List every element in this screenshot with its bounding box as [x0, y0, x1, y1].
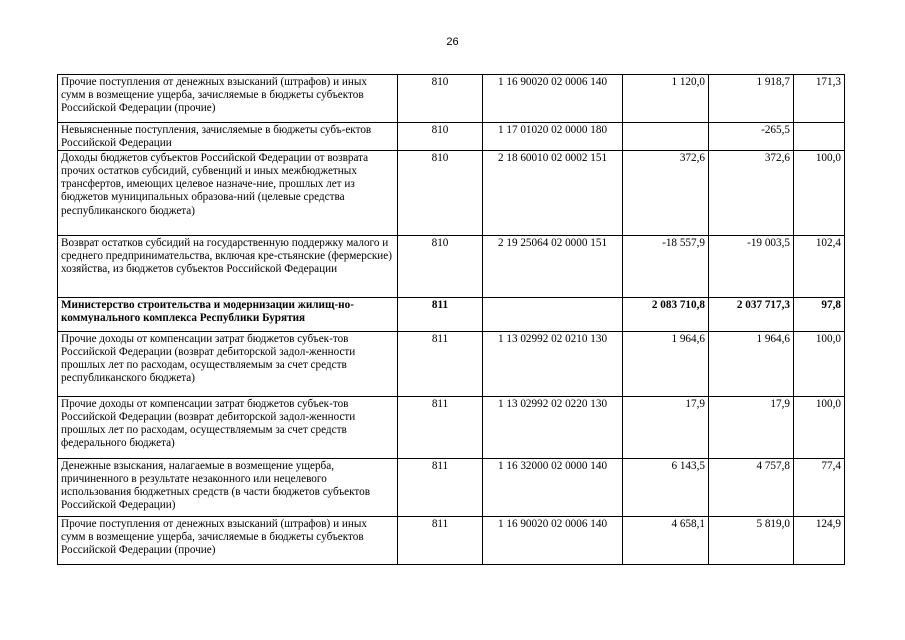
- row-percent: 102,4: [794, 236, 845, 298]
- row-plan: 1 120,0: [623, 75, 709, 123]
- row-admin-code: 810: [398, 151, 483, 236]
- table-row: [58, 75, 845, 123]
- row-fact: 372,6: [709, 151, 794, 236]
- table-row: [58, 236, 845, 298]
- row-admin-code: 811: [398, 397, 483, 459]
- row-budget-code: 1 16 90020 02 0006 140: [483, 75, 623, 123]
- row-plan: 372,6: [623, 151, 709, 236]
- row-percent: [794, 123, 845, 151]
- row-plan: -18 557,9: [623, 236, 709, 298]
- row-budget-code: 1 13 02992 02 0210 130: [483, 332, 623, 397]
- row-budget-code: [483, 298, 623, 332]
- row-percent: 100,0: [794, 397, 845, 459]
- row-percent: 100,0: [794, 332, 845, 397]
- table-row: [58, 397, 845, 459]
- row-percent: 77,4: [794, 459, 845, 517]
- table-row: [58, 517, 845, 565]
- row-percent: 171,3: [794, 75, 845, 123]
- table-row: [58, 459, 845, 517]
- page-number: 26: [446, 36, 459, 48]
- row-fact: -19 003,5: [709, 236, 794, 298]
- row-percent: 100,0: [794, 151, 845, 236]
- row-fact: 5 819,0: [709, 517, 794, 565]
- row-admin-code: 811: [398, 298, 483, 332]
- row-plan: 4 658,1: [623, 517, 709, 565]
- row-plan: 1 964,6: [623, 332, 709, 397]
- row-admin-code: 810: [398, 123, 483, 151]
- row-name: Невыясненные поступления, зачисляемые в бюджеты субъ-ектов Российской Федерации: [58, 123, 398, 151]
- row-admin-code: 811: [398, 459, 483, 517]
- revenue-table: [57, 74, 845, 565]
- row-name: Денежные взыскания, налагаемые в возмещение ущерба, причиненного в результате незаконного или нецелевого использования бюджетных средств (в части бюджетов субъектов Российской Федерации): [58, 459, 398, 517]
- row-fact: 1 964,6: [709, 332, 794, 397]
- row-fact: -265,5: [709, 123, 794, 151]
- row-name: Возврат остатков субсидий на государственную поддержку малого и среднего предпринимательства, включая кре-стьянские (фермерские) хозяйства, из бюджетов субъектов Российской Федерации: [58, 236, 398, 298]
- row-budget-code: 2 18 60010 02 0002 151: [483, 151, 623, 236]
- row-percent: 97,8: [794, 298, 845, 332]
- row-admin-code: 811: [398, 517, 483, 565]
- table-row: [58, 332, 845, 397]
- row-budget-code: 1 13 02992 02 0220 130: [483, 397, 623, 459]
- row-name: Прочие доходы от компенсации затрат бюджетов субъек-тов Российской Федерации (возврат дебиторской задол-женности прошлых лет по расходам, осуществляемым за счет средств федерального бюджета): [58, 397, 398, 459]
- row-budget-code: 1 16 90020 02 0006 140: [483, 517, 623, 565]
- table-row: [58, 123, 845, 151]
- row-fact: 1 918,7: [709, 75, 794, 123]
- row-budget-code: 1 17 01020 02 0000 180: [483, 123, 623, 151]
- row-admin-code: 811: [398, 332, 483, 397]
- row-fact: 17,9: [709, 397, 794, 459]
- row-percent: 124,9: [794, 517, 845, 565]
- row-name: Прочие доходы от компенсации затрат бюджетов субъек-тов Российской Федерации (возврат дебиторской задол-женности прошлых лет по расходам, осуществляемым за счет средств республиканского бюджета): [58, 332, 398, 397]
- row-name: Прочие поступления от денежных взысканий (штрафов) и иных сумм в возмещение ущерба, зачисляемые в бюджеты субъектов Российской Федерации (прочие): [58, 75, 398, 123]
- row-admin-code: 810: [398, 236, 483, 298]
- row-fact: 2 037 717,3: [709, 298, 794, 332]
- row-budget-code: 2 19 25064 02 0000 151: [483, 236, 623, 298]
- row-plan: [623, 123, 709, 151]
- row-plan: 17,9: [623, 397, 709, 459]
- row-admin-code: 810: [398, 75, 483, 123]
- row-name: Министерство строительства и модернизации жилищ-но-коммунального комплекса Республики Бурятия: [58, 298, 398, 332]
- row-name: Прочие поступления от денежных взысканий (штрафов) и иных сумм в возмещение ущерба, зачисляемые в бюджеты субъектов Российской Федерации (прочие): [58, 517, 398, 565]
- row-budget-code: 1 16 32000 02 0000 140: [483, 459, 623, 517]
- table-row: [58, 151, 845, 236]
- table-row-section-header: [58, 298, 845, 332]
- row-fact: 4 757,8: [709, 459, 794, 517]
- row-plan: 6 143,5: [623, 459, 709, 517]
- row-plan: 2 083 710,8: [623, 298, 709, 332]
- row-name: Доходы бюджетов субъектов Российской Федерации от возврата прочих остатков субсидий, субвенций и иных межбюджетных трансфертов, имеющих целевое назначе-ние, прошлых лет из бюджетов муниципальных образова-ний (целевые средства республиканского бюджета): [58, 151, 398, 236]
